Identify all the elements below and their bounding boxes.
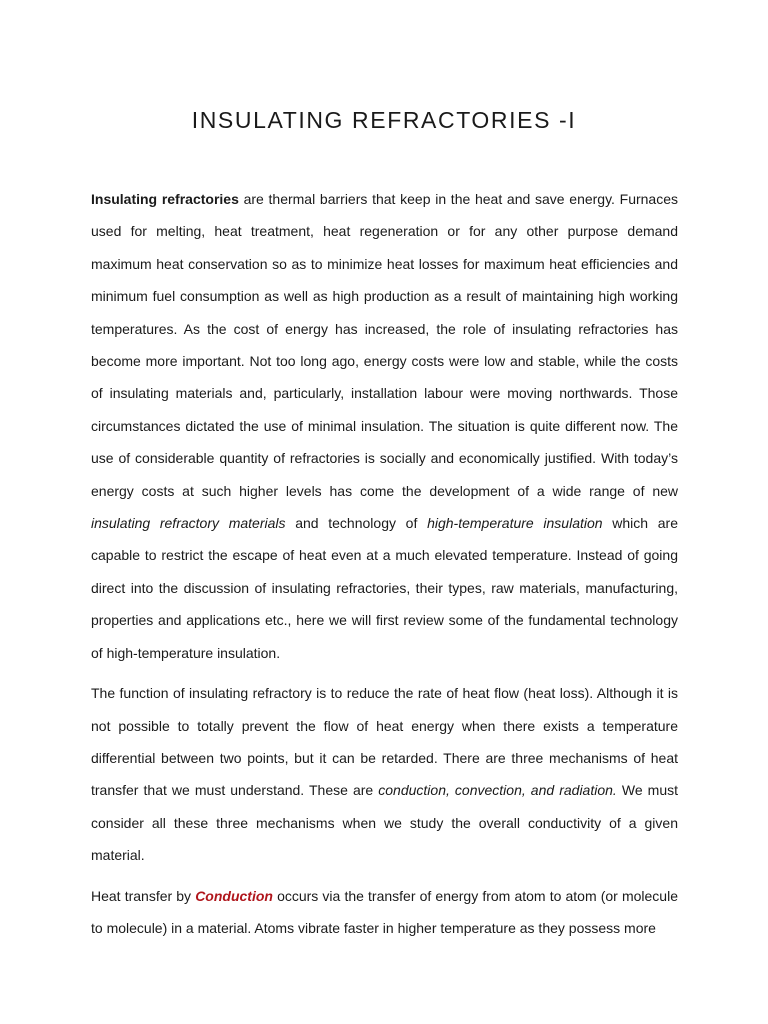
- paragraph-text: and technology of: [285, 515, 428, 532]
- paragraph-conduction: [91, 880, 678, 945]
- italic-term: high-temperature insulation: [427, 515, 603, 532]
- document-body: [91, 183, 678, 952]
- paragraph-text: Heat transfer by: [91, 887, 196, 904]
- paragraph-text: The function of insulating refractory is to reduce the rate of heat flow (heat loss). Although it is not possible to totally prevent the flow of heat energy when there exists a temperature differential between two points, but it can be retarded. There are three mechanisms of heat transfer that we must understand. These are: [91, 685, 678, 799]
- document-title: INSULATING REFRACTORIES -I: [191, 107, 577, 133]
- bold-term: Insulating refractories: [91, 191, 239, 207]
- highlighted-term: Conduction: [195, 887, 273, 904]
- paragraph-text: We must consider all these three mechanisms when we study the overall conductivity of a given material.: [91, 782, 679, 864]
- paragraph-intro: [91, 183, 678, 669]
- italic-term: insulating refractory materials: [91, 515, 286, 532]
- paragraph-text: occurs via the transfer of energy from atom to atom (or molecule to molecule) in a material. Atoms vibrate faster in higher temperature as they possess more: [91, 887, 678, 936]
- italic-term: conduction, convection, and radiation.: [378, 782, 617, 799]
- paragraph-text: are thermal barriers that keep in the heat and save energy. Furnaces used for melting, heat treatment, heat regeneration or for any other purpose demand maximum heat conservation so as to minimize heat losses for maximum heat efficiencies and minimum fuel consumption as well as high production as a result of maintaining high working temperatures. As the cost of energy has increased, the role of insulating refractories has become more important. Not too long ago, energy costs were low and stable, while the costs of insulating materials and, particularly, installation labour were moving northwards. Those circumstances dictated the use of minimal insulation. The situation is quite different now. The use of considerable quantity of refractories is socially and economically justified. With today’s energy costs at such higher levels has come the development of a wide range of new: [91, 191, 679, 499]
- paragraph-text: which are capable to restrict the escape of heat even at a much elevated temperature. Instead of going direct into the discussion of insulating refractories, their types, raw materials, manufacturing, properties and applications etc., here we will first review some of the fundamental technology of high-temperature insulation.: [91, 515, 679, 661]
- paragraph-function: [91, 677, 678, 871]
